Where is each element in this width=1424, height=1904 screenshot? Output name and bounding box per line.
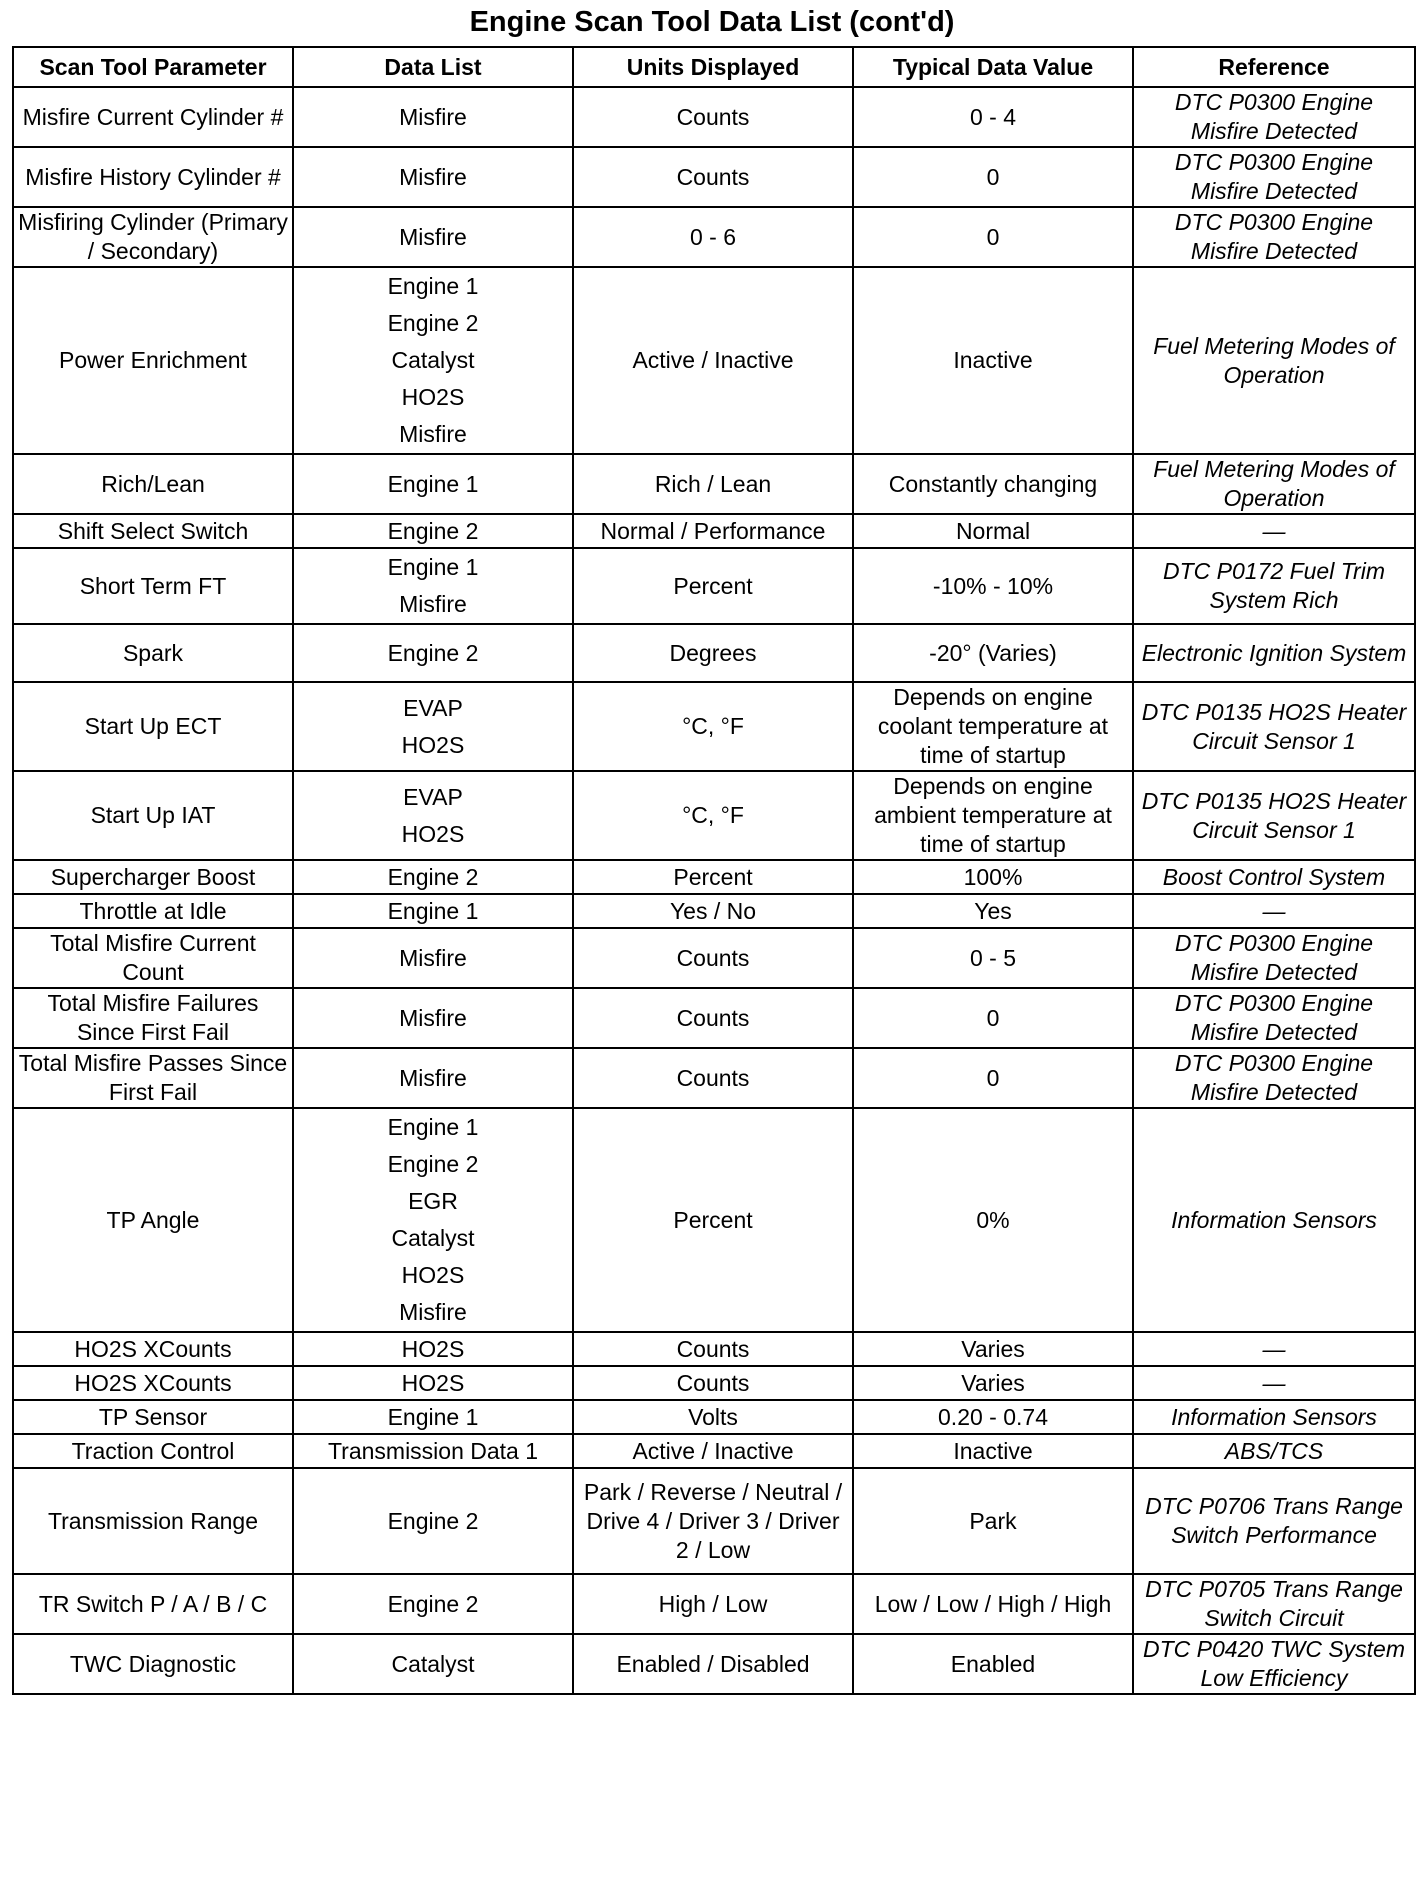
units-cell: Park / Reverse / Neutral / Drive 4 / Driver 3 / Driver 2 / Low	[573, 1468, 853, 1574]
table-row	[13, 682, 1415, 771]
column-header-typical-value: Typical Data Value	[853, 47, 1133, 87]
data-list-item: Misfire	[399, 944, 467, 971]
data-list-cell	[293, 624, 573, 682]
data-list-cell	[293, 1048, 573, 1108]
data-list-cell	[293, 1634, 573, 1694]
data-list-item: Misfire	[399, 223, 467, 250]
typical-value-cell: 0	[853, 207, 1133, 267]
parameter-cell: Start Up ECT	[13, 682, 293, 771]
table-row	[13, 1574, 1415, 1634]
reference-cell: —	[1133, 1366, 1415, 1400]
reference-cell: Information Sensors	[1133, 1400, 1415, 1434]
data-list-cell	[293, 1108, 573, 1332]
data-list-cell	[293, 147, 573, 207]
table-row	[13, 267, 1415, 454]
table-row	[13, 514, 1415, 548]
reference-cell: Fuel Metering Modes of Operation	[1133, 267, 1415, 454]
data-list-cell	[293, 894, 573, 928]
table-row	[13, 928, 1415, 988]
data-list-cell	[293, 207, 573, 267]
data-list-item: Engine 1	[387, 470, 479, 497]
table-row	[13, 1634, 1415, 1694]
column-header-reference: Reference	[1133, 47, 1415, 87]
data-list-item: Catalyst	[391, 1650, 475, 1677]
typical-value-cell: -20° (Varies)	[853, 624, 1133, 682]
table-row	[13, 1108, 1415, 1332]
data-list-item: Engine 2	[387, 1151, 479, 1177]
units-cell: Yes / No	[573, 894, 853, 928]
data-list-cell	[293, 1366, 573, 1400]
data-list-cell	[293, 682, 573, 771]
data-list-item: HO2S	[401, 1262, 465, 1288]
units-cell: Counts	[573, 147, 853, 207]
units-cell: Counts	[573, 1048, 853, 1108]
units-cell: Normal / Performance	[573, 514, 853, 548]
reference-cell: DTC P0172 Fuel Trim System Rich	[1133, 548, 1415, 624]
data-list-item: Misfire	[399, 1064, 467, 1091]
data-list-cell	[293, 1332, 573, 1366]
parameter-cell: Short Term FT	[13, 548, 293, 624]
parameter-cell: Rich/Lean	[13, 454, 293, 514]
parameter-cell: Misfiring Cylinder (Primary / Secondary)	[13, 207, 293, 267]
data-list-cell	[293, 454, 573, 514]
table-row	[13, 624, 1415, 682]
reference-cell: DTC P0300 Engine Misfire Detected	[1133, 928, 1415, 988]
typical-value-cell: Inactive	[853, 1434, 1133, 1468]
table-row	[13, 771, 1415, 860]
typical-value-cell: Park	[853, 1468, 1133, 1574]
data-list-item: Catalyst	[391, 1225, 475, 1251]
parameter-cell: TR Switch P / A / B / C	[13, 1574, 293, 1634]
page-title: Engine Scan Tool Data List (cont'd)	[469, 6, 955, 38]
data-list-cell	[293, 514, 573, 548]
typical-value-cell: Varies	[853, 1332, 1133, 1366]
data-list-item: Engine 2	[387, 517, 479, 544]
parameter-cell: Total Misfire Passes Since First Fail	[13, 1048, 293, 1108]
reference-cell: DTC P0706 Trans Range Switch Performance	[1133, 1468, 1415, 1574]
parameter-cell: Total Misfire Current Count	[13, 928, 293, 988]
units-cell: Degrees	[573, 624, 853, 682]
data-list-cell	[293, 267, 573, 454]
typical-value-cell: 0 - 4	[853, 87, 1133, 147]
reference-cell: DTC P0420 TWC System Low Efficiency	[1133, 1634, 1415, 1694]
typical-value-cell: Normal	[853, 514, 1133, 548]
data-list-cell	[293, 860, 573, 894]
data-list-item: Engine 2	[387, 639, 479, 666]
data-list-cell	[293, 1468, 573, 1574]
reference-cell: DTC P0300 Engine Misfire Detected	[1133, 207, 1415, 267]
data-list-cell	[293, 548, 573, 624]
table-row	[13, 988, 1415, 1048]
units-cell: Counts	[573, 928, 853, 988]
data-list-item: Misfire	[399, 591, 467, 617]
data-list-item: HO2S	[401, 731, 465, 758]
reference-cell: DTC P0300 Engine Misfire Detected	[1133, 988, 1415, 1048]
table-row	[13, 1332, 1415, 1366]
table-row	[13, 894, 1415, 928]
reference-cell: DTC P0300 Engine Misfire Detected	[1133, 1048, 1415, 1108]
table-row	[13, 87, 1415, 147]
units-cell: Counts	[573, 988, 853, 1048]
data-list-cell	[293, 1434, 573, 1468]
table-row	[13, 1048, 1415, 1108]
data-list-item: Misfire	[399, 1004, 467, 1031]
reference-cell: Information Sensors	[1133, 1108, 1415, 1332]
column-header-parameter: Scan Tool Parameter	[13, 47, 293, 87]
reference-cell: —	[1133, 894, 1415, 928]
typical-value-cell: Inactive	[853, 267, 1133, 454]
reference-cell: DTC P0135 HO2S Heater Circuit Sensor 1	[1133, 682, 1415, 771]
table-row	[13, 147, 1415, 207]
parameter-cell: HO2S XCounts	[13, 1366, 293, 1400]
typical-value-cell: 0	[853, 1048, 1133, 1108]
units-cell: Counts	[573, 87, 853, 147]
table-row	[13, 454, 1415, 514]
units-cell: 0 - 6	[573, 207, 853, 267]
typical-value-cell: 0 - 5	[853, 928, 1133, 988]
parameter-cell: Throttle at Idle	[13, 894, 293, 928]
units-cell: °C, °F	[573, 682, 853, 771]
reference-cell: DTC P0300 Engine Misfire Detected	[1133, 87, 1415, 147]
data-list-item: Misfire	[399, 103, 467, 130]
typical-value-cell: Depends on engine ambient temperature at time of startup	[853, 771, 1133, 860]
column-header-data-list: Data List	[293, 47, 573, 87]
data-list-cell	[293, 1400, 573, 1434]
typical-value-cell: 0%	[853, 1108, 1133, 1332]
data-list-item: Engine 1	[387, 897, 479, 924]
data-list-item: Engine 1	[387, 554, 479, 580]
parameter-cell: Total Misfire Failures Since First Fail	[13, 988, 293, 1048]
units-cell: Enabled / Disabled	[573, 1634, 853, 1694]
data-list-item: Engine 2	[387, 863, 479, 890]
reference-cell: Electronic Ignition System	[1133, 624, 1415, 682]
parameter-cell: Start Up IAT	[13, 771, 293, 860]
table-row	[13, 548, 1415, 624]
table-row	[13, 207, 1415, 267]
data-list-item: Engine 1	[387, 1403, 479, 1430]
table-row	[13, 1434, 1415, 1468]
parameter-cell: Spark	[13, 624, 293, 682]
typical-value-cell: Enabled	[853, 1634, 1133, 1694]
units-cell: Rich / Lean	[573, 454, 853, 514]
units-cell: High / Low	[573, 1574, 853, 1634]
parameter-cell: Misfire Current Cylinder #	[13, 87, 293, 147]
parameter-cell: TWC Diagnostic	[13, 1634, 293, 1694]
data-list-cell	[293, 928, 573, 988]
parameter-cell: Shift Select Switch	[13, 514, 293, 548]
data-list-item: HO2S	[401, 820, 465, 847]
data-list-item: Engine 2	[387, 1507, 479, 1534]
reference-cell: ABS/TCS	[1133, 1434, 1415, 1468]
data-list-item: Misfire	[399, 1299, 467, 1325]
units-cell: Volts	[573, 1400, 853, 1434]
units-cell: Counts	[573, 1366, 853, 1400]
data-list-cell	[293, 87, 573, 147]
typical-value-cell: -10% - 10%	[853, 548, 1133, 624]
parameter-cell: TP Angle	[13, 1108, 293, 1332]
typical-value-cell: 100%	[853, 860, 1133, 894]
data-list-cell	[293, 771, 573, 860]
units-cell: Percent	[573, 548, 853, 624]
header-row	[13, 47, 1415, 87]
data-list-item: Transmission Data 1	[327, 1437, 539, 1464]
parameter-cell: Supercharger Boost	[13, 860, 293, 894]
data-list-item: Catalyst	[391, 347, 475, 373]
typical-value-cell: Varies	[853, 1366, 1133, 1400]
units-cell: Active / Inactive	[573, 1434, 853, 1468]
data-list-item: Engine 2	[387, 310, 479, 336]
typical-value-cell: 0	[853, 147, 1133, 207]
data-list-item: EGR	[408, 1188, 458, 1214]
typical-value-cell: Low / Low / High / High	[853, 1574, 1133, 1634]
data-list-item: HO2S	[401, 1335, 465, 1362]
table-row	[13, 1468, 1415, 1574]
typical-value-cell: Yes	[853, 894, 1133, 928]
units-cell: °C, °F	[573, 771, 853, 860]
reference-cell: Boost Control System	[1133, 860, 1415, 894]
typical-value-cell: 0.20 - 0.74	[853, 1400, 1133, 1434]
data-list-item: Engine 2	[387, 1590, 479, 1617]
data-list-item: HO2S	[401, 384, 465, 410]
data-list-item: Engine 1	[387, 1114, 479, 1140]
reference-cell: —	[1133, 514, 1415, 548]
table-row	[13, 1366, 1415, 1400]
units-cell: Percent	[573, 1108, 853, 1332]
data-list-item: EVAP	[403, 783, 463, 810]
units-cell: Active / Inactive	[573, 267, 853, 454]
data-list-item: Misfire	[399, 421, 467, 447]
reference-cell: DTC P0135 HO2S Heater Circuit Sensor 1	[1133, 771, 1415, 860]
table-row	[13, 860, 1415, 894]
column-header-units: Units Displayed	[573, 47, 853, 87]
parameter-cell: Transmission Range	[13, 1468, 293, 1574]
parameter-cell: Traction Control	[13, 1434, 293, 1468]
typical-value-cell: Constantly changing	[853, 454, 1133, 514]
data-list-item: Engine 1	[387, 273, 479, 299]
reference-cell: Fuel Metering Modes of Operation	[1133, 454, 1415, 514]
units-cell: Percent	[573, 860, 853, 894]
reference-cell: DTC P0300 Engine Misfire Detected	[1133, 147, 1415, 207]
data-list-cell	[293, 1574, 573, 1634]
parameter-cell: Misfire History Cylinder #	[13, 147, 293, 207]
typical-value-cell: Depends on engine coolant temperature at time of startup	[853, 682, 1133, 771]
scan-tool-data-table	[12, 46, 1416, 1695]
parameter-cell: HO2S XCounts	[13, 1332, 293, 1366]
table-row	[13, 1400, 1415, 1434]
data-list-item: EVAP	[403, 694, 463, 721]
typical-value-cell: 0	[853, 988, 1133, 1048]
reference-cell: —	[1133, 1332, 1415, 1366]
parameter-cell: Power Enrichment	[13, 267, 293, 454]
data-list-item: Misfire	[399, 163, 467, 190]
data-list-item: HO2S	[401, 1369, 465, 1396]
units-cell: Counts	[573, 1332, 853, 1366]
data-list-cell	[293, 988, 573, 1048]
parameter-cell: TP Sensor	[13, 1400, 293, 1434]
reference-cell: DTC P0705 Trans Range Switch Circuit	[1133, 1574, 1415, 1634]
